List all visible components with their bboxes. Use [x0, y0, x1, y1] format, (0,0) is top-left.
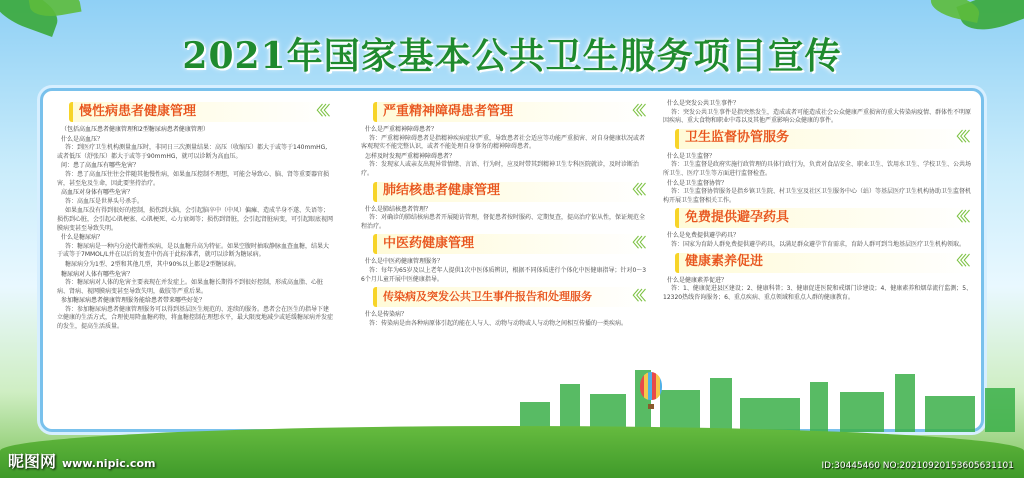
answer-text: 答：国家为育龄人群免费提供避孕药具，以满足群众避孕节育需求，育龄人群可到当地基层医疗卫生机构领取。 [671, 240, 966, 248]
answer-text: 答：发现家人或亲友出现异常情绪、言语、行为时，应及时带其到精神卫生专科医院就诊，及时诊断治疗。 [361, 161, 640, 177]
section-title: 肺结核患者健康管理 [383, 183, 501, 199]
chevron-icon: 〈〈〈 [949, 130, 967, 146]
answer-text: 如果血压没有得到很好的控制，损伤到大脑，会引起脑卒中（中风）偏瘫、造成半身不遂、失语等；损伤到心脏，会引起心肌梗塞、心肌梗死、心力衰竭等；损伤到肾脏，会引起肾脏病变，可引起眼底视网膜病变甚至导致失明。 [57, 207, 333, 232]
answer-text: 答：糖尿病是一种内分泌代谢性疾病，是以血糖升高为特征。如果空腹时抽取静脉血查血糖，结果大于或等于7MMOL/L并在以后的复查中仍高于此标准者，就可以诊断为糖尿病。 [57, 242, 330, 259]
question-text: 什么是传染病？ [365, 311, 408, 319]
section-header-contraceptives [675, 208, 973, 228]
section-header-supervision [675, 129, 973, 149]
section-title: 卫生监督协管服务 [685, 130, 790, 146]
text-line: （包括高血压患者健康管理和2型糖尿病患者健康管理） [61, 126, 209, 133]
chevron-icon: 〈〈〈 [309, 103, 327, 119]
column-chronic-disease [57, 99, 333, 429]
chevron-icon: 〈〈〈 [949, 210, 967, 226]
answer-text: 答：糖尿病对人体的危害主要表现在并发症上。如果血糖长期得不到很好控制，形成高血脂、心脏病、肾病、视网膜病变甚至导致失明，截肢等严重后果。 [57, 279, 324, 295]
chevron-icon: 〈〈〈 [625, 103, 643, 119]
watermark-site: 昵图网 [8, 452, 57, 471]
question-text: 什么是中医药健康管理服务？ [365, 258, 444, 266]
leaf-decoration-right-2 [928, 0, 981, 23]
section-title: 中医药健康管理 [383, 236, 475, 252]
question-text: 什么是突发公共卫生事件？ [667, 100, 740, 107]
answer-text: 答：严重精神障碍患者是指精神疾病症状严重，导致患者社会适应等功能严重损害、对自身健康状况或者客观现实不能完整认识，或者不能处理自身事务的精神障碍患者。 [361, 134, 646, 151]
answer-text: 答：突发公共卫生事件是指突然发生，造成或者可能造成社会公众健康严重损害的重大传染病疫情、群体性不明原因疾病、重大食物和职业中毒以及其他严重影响公众健康的事件。 [663, 108, 972, 125]
answer-text: 答：传染病是由各种病原体引起的能在人与人、动物与动物或人与动物之间相互传播的一类疾病。 [369, 319, 628, 327]
question-text: 什么是高血压？ [61, 135, 104, 143]
question-text: 糖尿病对人体有哪些危害？ [61, 270, 134, 278]
answer-text: 答：高血压是世界头号杀手。 [65, 197, 144, 205]
answer-text: 答：到医疗卫生机构测量血压时，非同日三次测量结果：高压（收缩压）都大于或等于140mmHG,或者低压（舒张压）都大于或等于90mmHG，就可以诊断为高血压。 [57, 144, 328, 160]
watermark-logo [8, 449, 155, 472]
question-text: 什么是糖尿病？ [61, 234, 104, 242]
question-text: 什么是肺结核患者管理？ [365, 205, 432, 213]
chevron-icon: 〈〈〈 [949, 254, 967, 270]
section-title: 传染病及突发公共卫生事件报告和处理服务 [383, 289, 592, 303]
page-title: 2021年国家基本公共卫生服务项目宣传 [182, 35, 842, 77]
section-title: 健康素养促进 [685, 254, 764, 270]
watermark-id: ID:30445460 NO:20210920153605631101 [821, 461, 1014, 471]
question-text: 什么是严重精神障碍患者？ [365, 126, 438, 133]
answer-text: 答：卫生监督协管服务是指乡镇卫生院、村卫生室及社区卫生服务中心（站）等基层医疗卫生机构协助卫生监督机构开展卫生监督相关工作。 [663, 188, 972, 204]
section-header-infectious-disease [373, 287, 649, 307]
section-title: 免费提供避孕药具 [685, 210, 790, 226]
answer-text: 答：卫生监督是政府实施行政管理的具体行政行为，负责对食品安全、职业卫生、饮用水卫生、学校卫生、公共场所卫生、医疗卫生等方面进行监督检查。 [663, 161, 972, 177]
question-text: 什么是卫生监督？ [667, 152, 716, 160]
question-text: 什么是健康素养促进？ [667, 276, 728, 284]
section-header-tuberculosis [373, 182, 649, 202]
city-skyline [520, 362, 1020, 432]
answer-text: 答：参加糖尿病患者健康管理服务可以得到基层医生规范的、连续的服务。患者会在医生的指导下建立健康的生活方式，合理使用降血糖药物，将血糖控制在理想水平，最大限度地减少或延缓糖尿病并发症的发生，提高生活质量。 [57, 305, 333, 331]
answer-text: 答：对确诊的肺结核病患者开展随访管理，督促患者按时服药、定期复查，提高治疗依从性，保证规范全程治疗。 [361, 214, 646, 230]
answer-text: 答：患了高血压往往会伴随其他慢性病，如果血压控制不理想，可能会导致心、脑、肾等重要器官损害，甚至危及生命，因此要坚持治疗。 [57, 170, 330, 187]
answer-text: 答：每年为65岁及以上老年人提供1次中医体质辨识，根据不同体质进行个体化中医健康指导；针对0～36个月儿童开展中医健康指导。 [361, 266, 647, 283]
answer-text: 糖尿病分为1型、2型和其他几型，其中90%以上都是2型糖尿病。 [65, 260, 240, 268]
chevron-icon: 〈〈〈 [625, 236, 643, 252]
question-text: 什么是卫生监督协管？ [667, 179, 728, 187]
chevron-icon: 〈〈〈 [625, 183, 643, 199]
question-text: 参加糖尿病患者健康管理服务能给患者带来哪些好处？ [61, 297, 206, 305]
chevron-icon: 〈〈〈 [625, 288, 643, 304]
section-header-mental-health [373, 102, 649, 122]
section-title: 严重精神障碍患者管理 [383, 103, 514, 119]
question-text: 怎样及时发现严重精神障碍患者？ [365, 152, 456, 160]
section-title: 慢性病患者健康管理 [79, 103, 197, 119]
section-header-chronic-disease [69, 102, 333, 122]
question-text: 高血压对身体有哪些危害？ [61, 189, 134, 197]
section-header-tcm [373, 234, 649, 254]
question-text: 问：患了高血压有哪些危害？ [61, 162, 140, 170]
answer-text: 答：1、健康促进县区建设；2、健康科普；3、健康促进医院和戒烟门诊建设；4、健康素养和烟草流行监测；5、12320热线咨询服务；6、重点疾病、重点领域和重点人群的健康教育。 [663, 285, 973, 301]
watermark-url: www.nipic.com [62, 457, 156, 470]
question-text: 什么是免费提供避孕药具？ [667, 232, 740, 240]
section-header-health-literacy [675, 253, 973, 273]
hot-air-balloon [640, 372, 662, 400]
